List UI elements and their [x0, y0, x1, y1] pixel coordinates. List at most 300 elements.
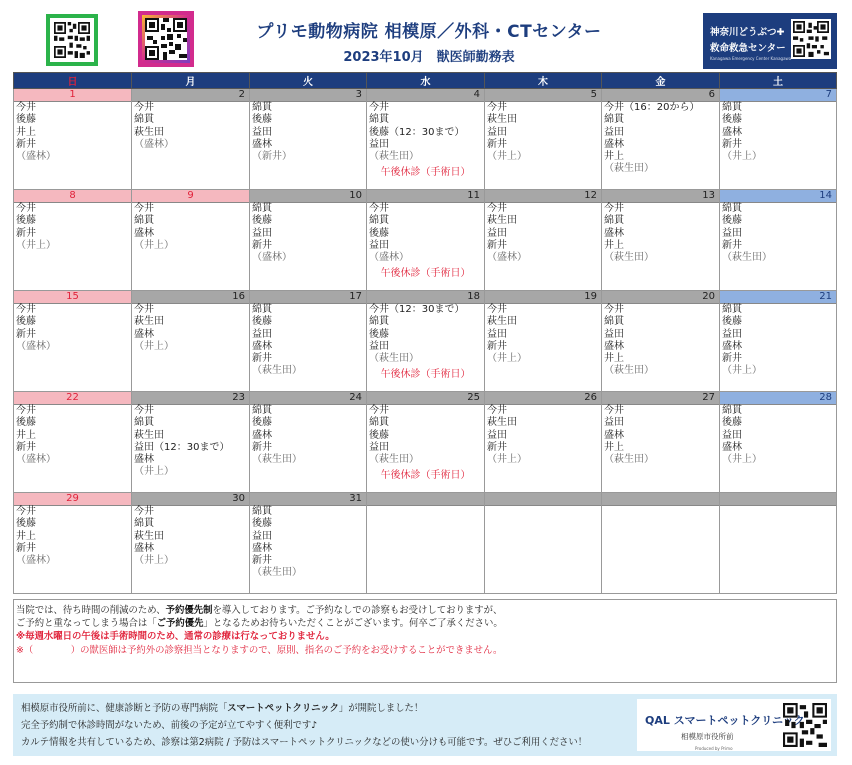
qr-code-icon — [791, 19, 831, 59]
staff-name: 後藤 — [369, 429, 389, 441]
promo-line-2: 完全予約制で休診時間がないため、前後の予定が立てやすく便利です♪ — [21, 720, 318, 731]
staff-list — [250, 203, 366, 290]
staff-name: 益田 — [604, 126, 624, 138]
staff-name: 益田 — [722, 328, 742, 340]
staff-list — [132, 304, 249, 391]
promo-line-3: カルテ情報を共有しているため、診察は第2病院 / 予防はスマートペットクリニックなどの使い分けも可能です。ぜひご利用ください！ — [21, 737, 588, 748]
staff-name: 今井 — [369, 405, 389, 416]
staff-name: （盛林） — [16, 454, 56, 466]
staff-name: 益田 — [487, 429, 507, 441]
staff-list — [602, 506, 719, 593]
staff-name: 今井 — [16, 203, 36, 214]
closure-note: 午後休診（手術日） — [380, 369, 471, 381]
day-number: 24 — [250, 392, 366, 405]
day-cell — [250, 291, 367, 392]
notice-text: ご予約と重なってしまう場合は「 — [16, 618, 157, 630]
staff-name: 盛林 — [722, 340, 742, 352]
day-number: 27 — [602, 392, 719, 405]
staff-name: 後藤 — [16, 114, 36, 126]
clinic-location: 相模原市役所前 — [681, 732, 734, 741]
day-cell — [250, 89, 367, 190]
staff-list — [132, 102, 249, 189]
day-cell — [367, 190, 485, 291]
staff-name: 綿貫 — [722, 102, 742, 113]
week-row — [14, 291, 837, 392]
staff-name: 新井 — [16, 441, 36, 453]
staff-name: 綿貫 — [604, 316, 624, 328]
day-number: 1 — [14, 89, 131, 102]
staff-name: 今井 — [134, 102, 154, 113]
day-number — [602, 493, 719, 506]
staff-name: 綿貫 — [369, 114, 389, 126]
day-number: 7 — [720, 89, 836, 102]
staff-list — [367, 304, 484, 391]
staff-name: （井上） — [722, 151, 762, 163]
staff-name: 綿貫 — [252, 405, 272, 416]
notice-line-2 — [16, 617, 834, 630]
day-cell — [602, 190, 720, 291]
staff-name: 益田 — [252, 126, 272, 138]
staff-name: 萩生田 — [487, 215, 517, 227]
staff-name: 今井 — [134, 203, 154, 214]
smart-pet-clinic-logo[interactable] — [637, 699, 831, 751]
day-number: 11 — [367, 190, 484, 203]
day-number: 4 — [367, 89, 484, 102]
staff-name: 今井 — [134, 405, 154, 416]
day-cell — [485, 392, 602, 493]
staff-name: （井上） — [487, 151, 527, 163]
week-row — [14, 392, 837, 493]
closure-note: 午後休診（手術日） — [380, 470, 471, 482]
staff-name: 後藤 — [16, 518, 36, 530]
staff-name: 益田 — [252, 530, 272, 542]
qr-code-icon — [145, 18, 187, 60]
day-cell — [14, 89, 132, 190]
staff-name: （井上） — [487, 454, 527, 466]
staff-name: 後藤 — [722, 215, 742, 227]
staff-list — [14, 506, 131, 593]
staff-name: 盛林 — [604, 429, 624, 441]
staff-name: 井上 — [604, 353, 624, 365]
promo-banner — [13, 694, 837, 756]
staff-name: （新井） — [252, 151, 292, 163]
staff-name: 新井 — [252, 441, 272, 453]
staff-name: 今井 — [604, 304, 624, 315]
staff-list — [602, 405, 719, 492]
weekday-header: 水 — [367, 73, 485, 89]
staff-name: 萩生田 — [487, 316, 517, 328]
closure-note: 午後休診（手術日） — [380, 167, 471, 179]
staff-list — [485, 506, 601, 593]
promo-text: 相模原市役所前に、健康診断と予防の専門病院「 — [21, 703, 228, 714]
staff-name: 綿貫 — [134, 417, 154, 429]
notice-text: 」となるためお待ちいただくことがございます。何卒ご了承ください。 — [203, 618, 503, 630]
day-cell — [132, 392, 250, 493]
qr-code-line[interactable] — [46, 14, 98, 66]
closure-note: 午後休診（手術日） — [380, 268, 471, 280]
staff-list — [14, 304, 131, 391]
page-title: プリモ動物病院 相模原／外科・CTセンター — [256, 22, 602, 42]
staff-name: 今井 — [487, 304, 507, 315]
staff-name: 後藤（12：30まで） — [369, 126, 465, 138]
staff-name: 益田 — [369, 138, 389, 150]
weekday-header-row — [14, 73, 837, 89]
staff-name: 綿貫 — [722, 304, 742, 315]
staff-name: 萩生田 — [134, 530, 164, 542]
staff-list — [367, 405, 484, 492]
day-cell — [602, 89, 720, 190]
day-number: 9 — [132, 190, 249, 203]
notice-text: を導入しております。ご予約なしでの診察もお受けしておりますが、 — [212, 605, 503, 616]
staff-name: 今井 — [604, 203, 624, 214]
staff-name: 新井 — [16, 138, 36, 150]
day-number: 21 — [720, 291, 836, 304]
staff-name: 後藤 — [252, 114, 272, 126]
staff-name: 盛林 — [134, 542, 154, 554]
day-cell — [720, 89, 837, 190]
day-number: 29 — [14, 493, 131, 506]
staff-name: 今井 — [369, 203, 389, 214]
staff-name: 綿貫 — [369, 316, 389, 328]
staff-name: 後藤 — [16, 316, 36, 328]
notice-line-3: ※毎週水曜日の午後は手術時間のため、通常の診療は行なっておりません。 — [16, 631, 335, 643]
staff-list — [720, 304, 836, 391]
day-number: 25 — [367, 392, 484, 405]
staff-name: （井上） — [134, 340, 174, 352]
staff-name: 益田 — [369, 441, 389, 453]
staff-name: （井上） — [134, 555, 174, 567]
day-number: 8 — [14, 190, 131, 203]
staff-name: （萩生田） — [604, 365, 654, 377]
staff-list — [250, 405, 366, 492]
staff-name: 綿貫 — [252, 102, 272, 113]
staff-name: 盛林 — [134, 227, 154, 239]
day-number: 15 — [14, 291, 131, 304]
staff-name: 盛林 — [722, 441, 742, 453]
staff-name: 今井（12：30まで） — [369, 304, 465, 315]
staff-name: 益田 — [604, 328, 624, 340]
staff-name: 新井 — [252, 555, 272, 567]
staff-name: 後藤 — [252, 316, 272, 328]
weekday-header: 木 — [485, 73, 602, 89]
staff-name: 後藤 — [16, 417, 36, 429]
weekday-header: 日 — [14, 73, 132, 89]
day-cell — [367, 89, 485, 190]
page-subtitle: 2023年10月 獣医師勤務表 — [343, 50, 515, 65]
staff-list — [367, 506, 484, 593]
staff-name: 綿貫 — [369, 215, 389, 227]
staff-name: 新井 — [16, 542, 36, 554]
staff-name: 益田 — [369, 340, 389, 352]
weekday-header: 月 — [132, 73, 250, 89]
staff-name: 盛林 — [252, 429, 272, 441]
day-number — [367, 493, 484, 506]
day-cell — [602, 392, 720, 493]
staff-name: 盛林 — [604, 340, 624, 352]
staff-name: 新井 — [16, 227, 36, 239]
day-number: 3 — [250, 89, 366, 102]
staff-list — [720, 102, 836, 189]
staff-name: （萩生田） — [252, 567, 302, 579]
promo-emphasis: スマートペットクリニック — [227, 703, 339, 714]
staff-list — [485, 304, 601, 391]
notice-line-4: ※（ ）の獣医師は予約外の診察担当となりますので、原則、指名のご予約をお受けすることができません。 — [16, 644, 503, 656]
staff-list — [250, 102, 366, 189]
day-number: 26 — [485, 392, 601, 405]
clinic-producer: Produced by Primo — [695, 746, 733, 751]
staff-name: 今井 — [369, 102, 389, 113]
staff-name: 今井 — [16, 304, 36, 315]
staff-name: 後藤 — [369, 227, 389, 239]
staff-name: 井上 — [604, 239, 624, 251]
staff-name: 綿貫 — [369, 417, 389, 429]
staff-name: 萩生田 — [134, 126, 164, 138]
staff-name: 綿貫 — [252, 304, 272, 315]
staff-list — [250, 304, 366, 391]
day-cell — [367, 493, 485, 594]
day-number: 28 — [720, 392, 836, 405]
staff-name: 後藤 — [16, 215, 36, 227]
staff-name: 後藤 — [369, 328, 389, 340]
staff-name: 綿貫 — [134, 518, 154, 530]
staff-name: 益田 — [369, 239, 389, 251]
staff-name: 今井 — [604, 405, 624, 416]
day-number: 2 — [132, 89, 249, 102]
staff-name: 新井 — [487, 340, 507, 352]
notice-box — [13, 599, 837, 683]
staff-name: 今井 — [16, 506, 36, 517]
staff-name: 後藤 — [722, 114, 742, 126]
day-cell — [14, 493, 132, 594]
staff-name: 今井 — [487, 203, 507, 214]
day-cell — [602, 493, 720, 594]
staff-list — [485, 102, 601, 189]
staff-name: 新井 — [252, 353, 272, 365]
staff-name: 綿貫 — [604, 215, 624, 227]
day-cell — [14, 291, 132, 392]
staff-name: （萩生田） — [604, 252, 654, 264]
staff-list — [485, 203, 601, 290]
day-number: 18 — [367, 291, 484, 304]
staff-name: 綿貫 — [134, 215, 154, 227]
day-number: 22 — [14, 392, 131, 405]
notice-text: 当院では、待ち時間の削減のため、 — [16, 605, 166, 616]
staff-name: 盛林 — [604, 138, 624, 150]
staff-name: 益田 — [604, 417, 624, 429]
staff-list — [720, 203, 836, 290]
qr-code-icon — [54, 22, 90, 58]
staff-name: 今井 — [134, 304, 154, 315]
staff-list — [720, 405, 836, 492]
staff-name: 綿貫 — [722, 203, 742, 214]
day-number — [485, 493, 601, 506]
day-cell — [720, 392, 837, 493]
day-cell — [250, 493, 367, 594]
staff-name: 盛林 — [604, 227, 624, 239]
staff-name: 盛林 — [252, 542, 272, 554]
staff-name: 今井 — [487, 405, 507, 416]
staff-list — [14, 203, 131, 290]
staff-name: 新井 — [487, 239, 507, 251]
day-cell — [485, 291, 602, 392]
staff-name: 萩生田 — [487, 417, 517, 429]
staff-name: 新井 — [722, 353, 742, 365]
staff-name: 萩生田 — [134, 429, 164, 441]
staff-name: 益田 — [487, 126, 507, 138]
staff-name: 益田 — [722, 429, 742, 441]
staff-list — [132, 203, 249, 290]
day-cell — [250, 392, 367, 493]
staff-name: 盛林 — [134, 454, 154, 466]
staff-list — [250, 506, 366, 593]
staff-name: 新井 — [487, 441, 507, 453]
day-cell — [367, 392, 485, 493]
staff-name: 綿貫 — [722, 405, 742, 416]
day-cell — [720, 493, 837, 594]
staff-name: 今井 — [134, 506, 154, 517]
staff-name: 井上 — [604, 151, 624, 163]
staff-name: （盛林） — [134, 138, 174, 150]
day-cell — [485, 493, 602, 594]
day-cell — [250, 190, 367, 291]
day-number: 12 — [485, 190, 601, 203]
staff-name: 新井 — [16, 328, 36, 340]
day-cell — [132, 89, 250, 190]
day-cell — [720, 291, 837, 392]
staff-name: 今井 — [487, 102, 507, 113]
notice-emphasis: 予約優先制 — [165, 605, 213, 616]
staff-name: 綿貫 — [134, 114, 154, 126]
staff-name: 今井（16：20から） — [604, 102, 700, 113]
staff-name: 萩生田 — [134, 316, 164, 328]
day-cell — [14, 190, 132, 291]
staff-list — [485, 405, 601, 492]
staff-list — [720, 506, 836, 593]
staff-name: （萩生田） — [369, 151, 419, 163]
emergency-center-logo[interactable] — [703, 13, 837, 69]
clinic-name: QAL スマートペットクリニック — [645, 714, 805, 727]
staff-name: 盛林 — [252, 138, 272, 150]
staff-name: 後藤 — [722, 316, 742, 328]
staff-list — [602, 304, 719, 391]
staff-name: 新井 — [252, 239, 272, 251]
day-number: 17 — [250, 291, 366, 304]
staff-list — [132, 405, 249, 492]
staff-name: 新井 — [487, 138, 507, 150]
staff-name: （萩生田） — [604, 163, 654, 175]
staff-name: 綿貫 — [252, 506, 272, 517]
notice-line-1 — [16, 604, 834, 617]
staff-name: 盛林 — [722, 126, 742, 138]
staff-name: 井上 — [604, 441, 624, 453]
weekday-header: 金 — [602, 73, 720, 89]
staff-list — [367, 203, 484, 290]
day-number: 19 — [485, 291, 601, 304]
badge-line-1: 神奈川どうぶつ✚ — [710, 27, 785, 38]
staff-name: 盛林 — [134, 328, 154, 340]
staff-name: 後藤 — [252, 518, 272, 530]
day-number: 5 — [485, 89, 601, 102]
duty-calendar — [13, 72, 837, 594]
day-number: 14 — [720, 190, 836, 203]
staff-name: （萩生田） — [252, 454, 302, 466]
staff-name: （萩生田） — [369, 454, 419, 466]
day-cell — [602, 291, 720, 392]
staff-name: 今井 — [16, 102, 36, 113]
staff-name: （盛林） — [16, 340, 56, 352]
qr-code-instagram[interactable] — [138, 11, 194, 67]
day-cell — [132, 291, 250, 392]
day-number: 30 — [132, 493, 249, 506]
staff-list — [367, 102, 484, 189]
staff-name: 新井 — [722, 138, 742, 150]
staff-name: 益田 — [722, 227, 742, 239]
staff-name: 今井 — [16, 405, 36, 416]
day-number: 6 — [602, 89, 719, 102]
staff-list — [14, 102, 131, 189]
staff-name: （井上） — [722, 454, 762, 466]
day-number: 10 — [250, 190, 366, 203]
staff-name: （盛林） — [252, 252, 292, 264]
staff-name: （萩生田） — [604, 454, 654, 466]
staff-name: 新井 — [722, 239, 742, 251]
day-cell — [132, 493, 250, 594]
notice-emphasis: ご予約優先 — [156, 618, 204, 630]
staff-name: 益田 — [252, 227, 272, 239]
staff-name: 綿貫 — [604, 114, 624, 126]
day-number: 16 — [132, 291, 249, 304]
staff-name: 益田 — [487, 227, 507, 239]
promo-text: 」が開院しました！ — [338, 703, 424, 714]
staff-name: 井上 — [16, 429, 36, 441]
staff-name: （井上） — [16, 239, 56, 251]
staff-name: 益田 — [487, 328, 507, 340]
staff-name: 益田（12：30まで） — [134, 441, 230, 453]
day-number: 13 — [602, 190, 719, 203]
staff-list — [602, 203, 719, 290]
staff-name: 後藤 — [252, 417, 272, 429]
weekday-header: 土 — [720, 73, 837, 89]
staff-name: （井上） — [722, 365, 762, 377]
staff-list — [132, 506, 249, 593]
day-number — [720, 493, 836, 506]
staff-name: （盛林） — [369, 252, 409, 264]
staff-name: 井上 — [16, 126, 36, 138]
staff-name: （萩生田） — [722, 252, 772, 264]
staff-name: 益田 — [252, 328, 272, 340]
week-row — [14, 190, 837, 291]
qr-code-icon — [783, 703, 827, 747]
week-row — [14, 493, 837, 594]
staff-list — [14, 405, 131, 492]
day-number: 31 — [250, 493, 366, 506]
badge-line-3: Kanagawa Emergency Center Kanagawa — [710, 56, 792, 61]
staff-name: （井上） — [487, 353, 527, 365]
day-cell — [14, 392, 132, 493]
day-number: 23 — [132, 392, 249, 405]
weekday-header: 火 — [250, 73, 367, 89]
staff-name: 綿貫 — [252, 203, 272, 214]
staff-name: （井上） — [134, 239, 174, 251]
staff-name: （井上） — [134, 466, 174, 478]
day-cell — [485, 89, 602, 190]
staff-name: 後藤 — [722, 417, 742, 429]
staff-name: 盛林 — [252, 340, 272, 352]
day-cell — [132, 190, 250, 291]
staff-name: （萩生田） — [369, 353, 419, 365]
day-cell — [485, 190, 602, 291]
staff-name: （萩生田） — [252, 365, 302, 377]
